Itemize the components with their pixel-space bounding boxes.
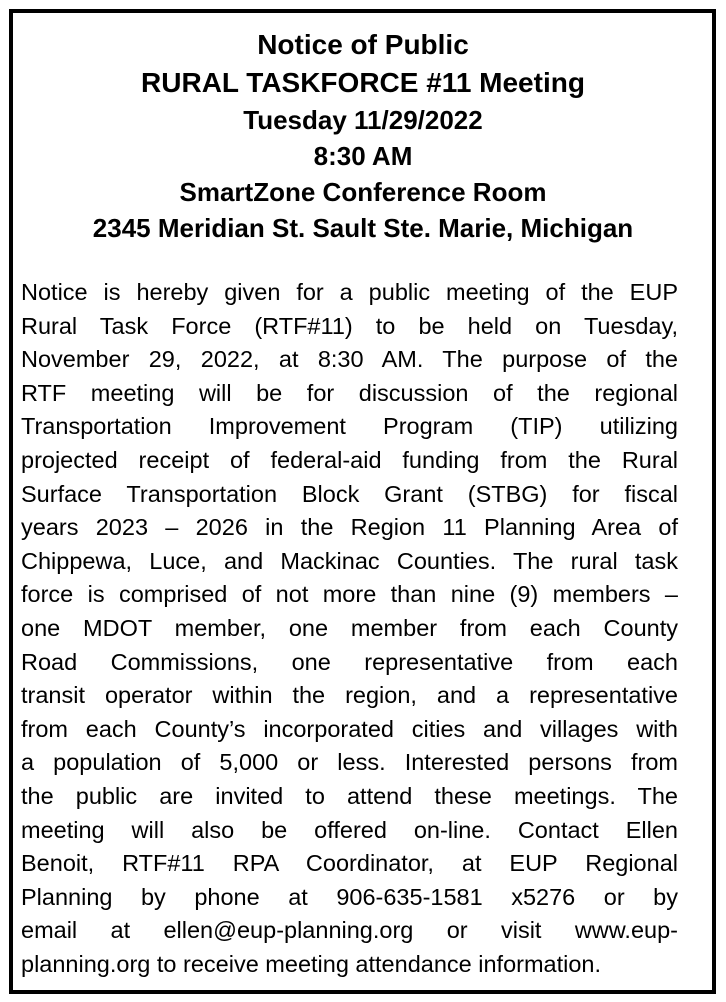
body-line: projected receipt of federal-aid funding from the Rural <box>21 446 678 473</box>
body-line: years 2023 – 2026 in the Region 11 Planning Area of <box>21 514 678 541</box>
body-line: one MDOT member, one member from each County <box>21 614 678 641</box>
notice-body <box>21 276 678 981</box>
meeting-name: RURAL TASKFORCE #11 Meeting <box>141 67 585 98</box>
body-line: Road Commissions, one representative from each <box>21 648 678 675</box>
body-line: Surface Transportation Block Grant (STBG) for fiscal <box>21 480 678 507</box>
body-line: Chippewa, Luce, and Mackinac Counties. The rural task <box>21 547 678 574</box>
body-line: a population of 5,000 or less. Interested persons from <box>21 749 678 776</box>
meeting-venue: SmartZone Conference Room <box>179 177 547 207</box>
notice-header <box>0 26 726 246</box>
body-line: meeting will also be offered on-line. Contact Ellen <box>21 816 678 843</box>
notice-title: Notice of Public <box>257 29 469 60</box>
body-line: the public are invited to attend these meetings. The <box>21 782 678 809</box>
body-line: RTF meeting will be for discussion of the regional <box>21 379 678 406</box>
meeting-date: Tuesday 11/29/2022 <box>243 105 483 135</box>
body-line: Notice is hereby given for a public meeting of the EUP <box>21 279 678 305</box>
body-line: Planning by phone at 906-635-1581 x5276 or by <box>21 883 678 910</box>
body-line: email at ellen@eup-planning.org or visit www.eup- <box>21 917 678 944</box>
meeting-time: 8:30 AM <box>313 141 413 171</box>
body-line: Transportation Improvement Program (TIP) utilizing <box>21 413 678 440</box>
body-line: Rural Task Force (RTF#11) to be held on Tuesday, <box>21 312 678 339</box>
body-line: Benoit, RTF#11 RPA Coordinator, at EUP Regional <box>21 850 678 877</box>
body-line: from each County’s incorporated cities and villages with <box>21 715 678 742</box>
body-line: transit operator within the region, and a representative <box>21 682 678 709</box>
body-line: planning.org to receive meeting attendance information. <box>21 950 602 977</box>
meeting-address: 2345 Meridian St. Sault Ste. Marie, Michigan <box>92 213 634 243</box>
body-line: November 29, 2022, at 8:30 AM. The purpose of the <box>21 346 678 373</box>
body-line: force is comprised of not more than nine (9) members – <box>21 581 678 608</box>
